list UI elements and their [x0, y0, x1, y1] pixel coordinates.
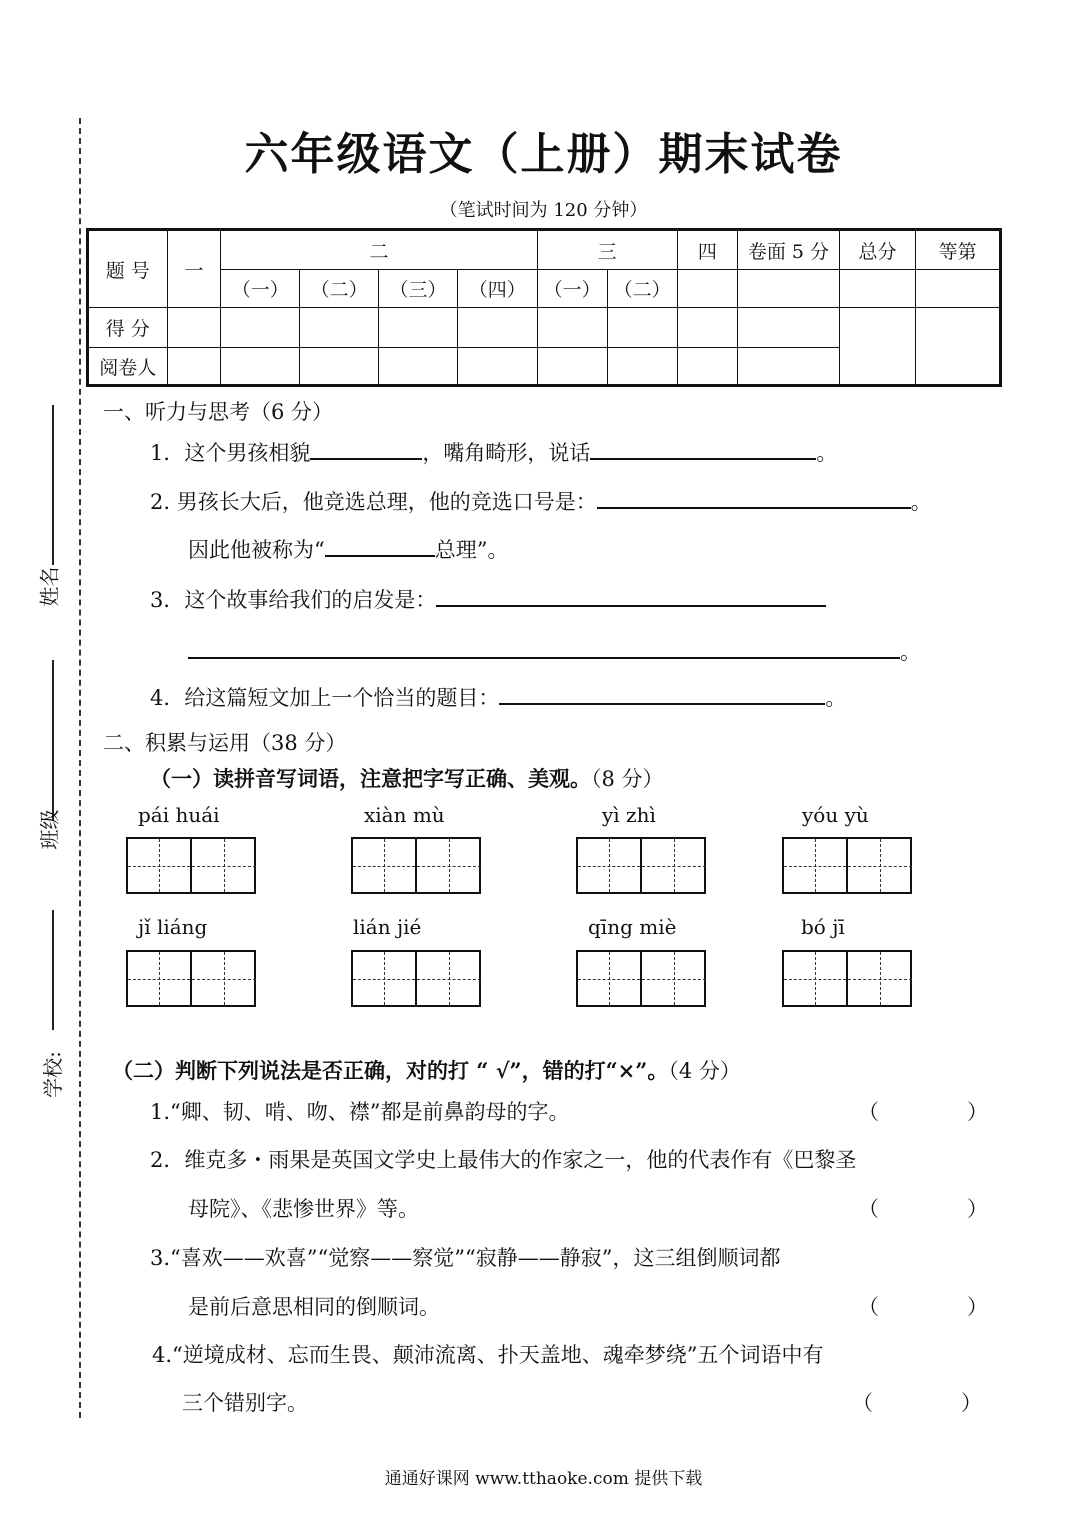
- question-text: 因此他被称为“: [188, 538, 325, 562]
- empty-cell: [839, 270, 916, 308]
- score-cell[interactable]: [457, 308, 537, 348]
- sub-three-2: （二）: [607, 270, 677, 308]
- school-label: 学校:: [40, 1051, 65, 1098]
- judge-item-1: 1.“卿、韧、啃、吻、襟”都是前鼻韵母的字。: [150, 1100, 570, 1124]
- answer-parentheses[interactable]: [858, 1193, 988, 1223]
- judge-item-3-cont: 是前后意思相同的倒顺词。: [188, 1295, 440, 1319]
- answer-blank[interactable]: [188, 637, 900, 659]
- score-row-label: 得 分: [88, 308, 168, 348]
- answer-parentheses[interactable]: [858, 1291, 988, 1321]
- question-text: 。: [816, 441, 838, 465]
- empty-cell: [738, 270, 839, 308]
- part1-heading: [150, 763, 664, 793]
- writing-grid[interactable]: [576, 950, 706, 1007]
- question-text: ，嘴角畸形，说话: [422, 441, 591, 465]
- writing-grid[interactable]: [576, 837, 706, 894]
- judge-item-4-cont: 三个错别字。: [182, 1391, 308, 1415]
- reviewer-cell[interactable]: [300, 348, 379, 386]
- writing-grid[interactable]: [782, 950, 912, 1007]
- reviewer-cell[interactable]: [167, 348, 221, 386]
- writing-grid[interactable]: [782, 837, 912, 894]
- reviewer-row-label: 阅卷人: [88, 348, 168, 386]
- question-text: 。: [825, 686, 847, 710]
- answer-blank[interactable]: [597, 487, 911, 509]
- pinyin-label: xiàn mù: [364, 803, 445, 827]
- score-cell[interactable]: [379, 308, 458, 348]
- pinyin-label: lián jié: [353, 915, 422, 939]
- answer-blank[interactable]: [436, 585, 826, 607]
- answer-parentheses[interactable]: [858, 1096, 988, 1126]
- paren-open: （: [858, 1295, 879, 1319]
- reviewer-cell[interactable]: [677, 348, 738, 386]
- header-total: 总分: [839, 230, 916, 270]
- question-text: 总理”。: [434, 538, 509, 562]
- score-cell[interactable]: [738, 308, 839, 348]
- paren-close: ）: [967, 1100, 988, 1124]
- question-text: 1．这个男孩相貌: [150, 441, 311, 465]
- paren-close: ）: [967, 1295, 988, 1319]
- pinyin-label: qīng miè: [588, 915, 677, 939]
- binding-dashed-line: [79, 118, 81, 1418]
- score-cell[interactable]: [607, 308, 677, 348]
- judge-item-3: 3.“喜欢——欢喜”“觉察——察觉”“寂静——静寂”，这三组倒顺词都: [150, 1246, 781, 1270]
- question-1-1: [150, 437, 837, 467]
- paren-open: （: [858, 1197, 879, 1221]
- sub-two-4: （四）: [457, 270, 537, 308]
- writing-grid[interactable]: [351, 950, 481, 1007]
- question-text: 3．这个故事给我们的启发是：: [150, 588, 437, 612]
- judge-item-2-cont: 母院》、《悲惨世界》等。: [188, 1197, 419, 1221]
- sub-two-3: （三）: [379, 270, 458, 308]
- paren-open: （: [852, 1391, 873, 1415]
- reviewer-cell[interactable]: [221, 348, 300, 386]
- score-cell[interactable]: [300, 308, 379, 348]
- section1-heading: 一、听力与思考（6 分）: [103, 400, 334, 424]
- header-question-number: 题 号: [88, 230, 168, 308]
- score-cell[interactable]: [221, 308, 300, 348]
- part1-points: （8 分）: [591, 767, 664, 791]
- reviewer-cell[interactable]: [379, 348, 458, 386]
- answer-parentheses[interactable]: [852, 1387, 982, 1417]
- reviewer-cell[interactable]: [738, 348, 839, 386]
- header-section-four: 四: [677, 230, 738, 270]
- class-label: 班级: [37, 809, 62, 850]
- sub-two-2: （二）: [300, 270, 379, 308]
- header-section-two: 二: [221, 230, 537, 270]
- score-cell[interactable]: [537, 308, 607, 348]
- question-text: 。: [910, 490, 932, 514]
- name-label: 姓名: [37, 566, 62, 607]
- paren-open: （: [858, 1100, 879, 1124]
- header-section-one: 一: [167, 230, 221, 308]
- school-write-line[interactable]: [52, 910, 54, 1030]
- question-1-2-cont: [188, 534, 509, 564]
- grade-cell[interactable]: [916, 308, 1001, 386]
- empty-cell: [677, 270, 738, 308]
- judge-item-2: 2．维克多・雨果是英国文学史上最伟大的作家之一，他的代表作有《巴黎圣: [150, 1148, 857, 1172]
- reviewer-cell[interactable]: [457, 348, 537, 386]
- header-appearance: 卷面 5 分: [738, 230, 839, 270]
- pinyin-label: jǐ liáng: [138, 915, 208, 939]
- part2-title: （二）判断下列说法是否正确，对的打 “ √”，错的打“×”。: [112, 1058, 669, 1083]
- paren-close: ）: [967, 1197, 988, 1221]
- part1-title: （一）读拼音写词语，注意把字写正确、美观。: [150, 766, 591, 791]
- pinyin-label: yì zhì: [602, 803, 656, 827]
- question-1-4: [150, 682, 846, 712]
- pinyin-label: pái huái: [138, 803, 220, 827]
- exam-duration: （笔试时间为 120 分钟）: [439, 200, 648, 221]
- header-section-three: 三: [537, 230, 677, 270]
- footer-credit: 通通好课网 www.tthaoke.com 提供下载: [384, 1469, 703, 1489]
- question-text: 2. 男孩长大后，他竞选总理，他的竞选口号是：: [150, 490, 597, 514]
- writing-grid[interactable]: [351, 837, 481, 894]
- part2-points: （4 分）: [668, 1059, 741, 1083]
- score-table: [86, 228, 1002, 387]
- question-text: 。: [900, 640, 921, 664]
- empty-cell: [916, 270, 1001, 308]
- question-text: 4．给这篇短文加上一个恰当的题目：: [150, 686, 500, 710]
- header-grade: 等第: [916, 230, 1001, 270]
- answer-blank[interactable]: [499, 683, 825, 705]
- pinyin-label: yóu yù: [802, 803, 869, 827]
- total-score-cell[interactable]: [839, 308, 916, 386]
- paren-close: ）: [961, 1391, 982, 1415]
- writing-grid[interactable]: [126, 837, 256, 894]
- writing-grid[interactable]: [126, 950, 256, 1007]
- reviewer-cell[interactable]: [537, 348, 607, 386]
- name-write-line[interactable]: [52, 405, 54, 565]
- answer-blank[interactable]: [310, 438, 422, 460]
- section2-heading: 二、积累与运用（38 分）: [103, 731, 347, 755]
- judge-item-4: 4.“逆境成材、忘而生畏、颠沛流离、扑天盖地、魂牵梦绕”五个词语中有: [152, 1343, 824, 1367]
- question-1-3-cont: [188, 636, 921, 666]
- answer-blank[interactable]: [325, 535, 435, 557]
- reviewer-cell[interactable]: [607, 348, 677, 386]
- answer-blank[interactable]: [590, 438, 816, 460]
- page-title: 六年级语文（上册）期末试卷: [244, 129, 843, 180]
- class-write-line[interactable]: [52, 660, 54, 820]
- part2-heading: [112, 1055, 741, 1085]
- sub-three-1: （一）: [537, 270, 607, 308]
- pinyin-label: bó jī: [801, 915, 845, 939]
- score-cell[interactable]: [167, 308, 221, 348]
- sub-two-1: （一）: [221, 270, 300, 308]
- question-1-2: [150, 486, 932, 516]
- question-1-3: [150, 584, 826, 614]
- score-cell[interactable]: [677, 308, 738, 348]
